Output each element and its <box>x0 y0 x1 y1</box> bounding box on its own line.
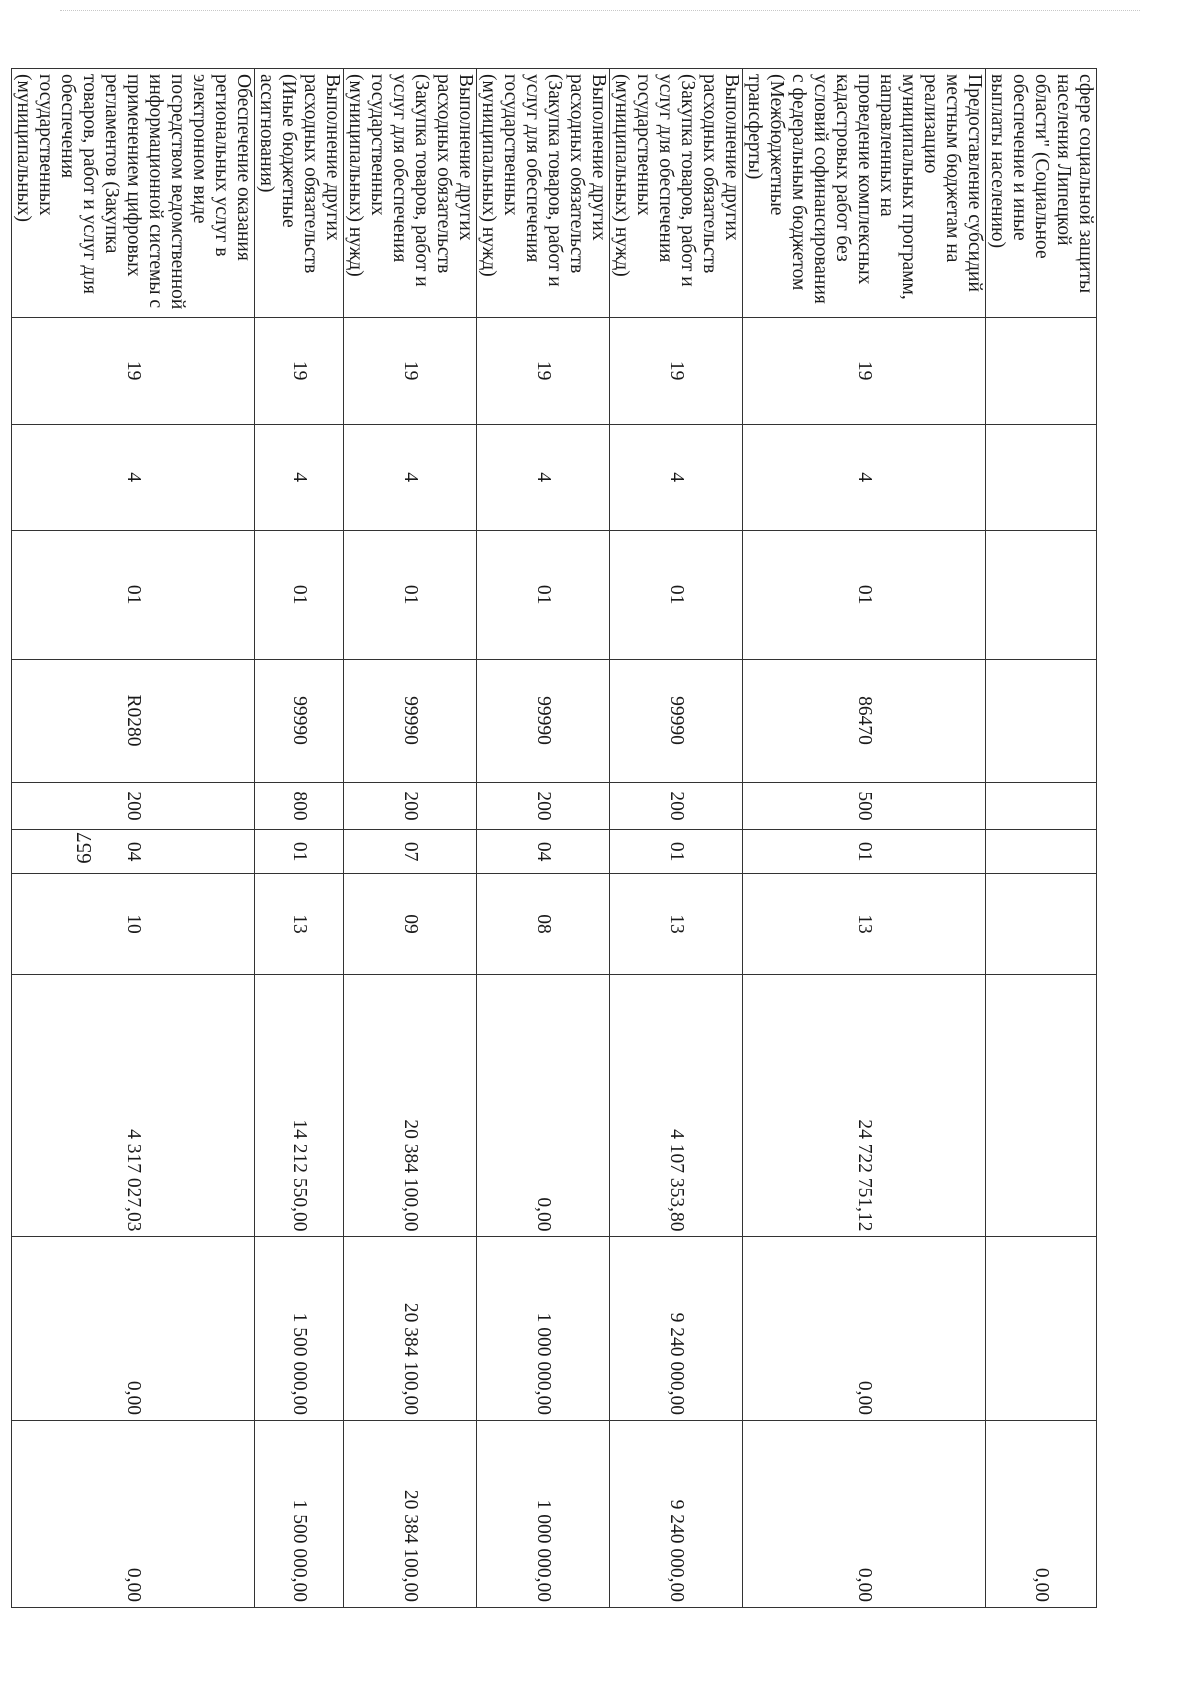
subprogram-code <box>986 530 1097 659</box>
direction-code: R0280 <box>12 659 255 782</box>
row-description: Выполнение других расходных обязательств (Закупка товаров, работ и услуг для обеспечения государственных (муниципальных) нужд) <box>477 69 610 318</box>
direction-code <box>986 659 1097 782</box>
amount-year-1: 4 317 027,03 <box>12 975 255 1237</box>
amount-year-2: 0,00 <box>743 1237 986 1421</box>
subsection-code: 08 <box>477 873 610 974</box>
direction-code: 86470 <box>743 659 986 782</box>
amount-year-2 <box>986 1237 1097 1421</box>
grbs-code: 19 <box>743 317 986 424</box>
section-code: 01 <box>255 830 344 873</box>
amount-year-3: 0,00 <box>12 1420 255 1607</box>
subprogram-code: 01 <box>255 530 344 659</box>
subsection-code: 13 <box>610 873 743 974</box>
section-code: 04 <box>477 830 610 873</box>
direction-code: 99990 <box>255 659 344 782</box>
row-description: Выполнение других расходных обязательств (Иные бюджетные ассигнования) <box>255 69 344 318</box>
grbs-code <box>986 317 1097 424</box>
section-code: 04 <box>12 830 255 873</box>
amount-year-3: 20 384 100,00 <box>344 1420 477 1607</box>
grbs-code: 19 <box>344 317 477 424</box>
expense-type-code: 200 <box>344 782 477 830</box>
amount-year-3: 0,00 <box>743 1420 986 1607</box>
expense-type-code <box>986 782 1097 830</box>
section-code: 01 <box>610 830 743 873</box>
subsection-code: 13 <box>255 873 344 974</box>
row-description: Предоставление субсидий местным бюджетам на реализацию муниципальных программ, направленных на проведение комплексных кадастровых работ без условий софинансирования с федеральным бюджетом (Межбюджетные трансферты) <box>743 69 986 318</box>
grbs-code: 19 <box>477 317 610 424</box>
amount-year-3: 0,00 <box>986 1420 1097 1607</box>
amount-year-3: 9 240 000,00 <box>610 1420 743 1607</box>
amount-year-2: 9 240 000,00 <box>610 1237 743 1421</box>
program-code: 4 <box>743 424 986 530</box>
subprogram-code: 01 <box>743 530 986 659</box>
program-code <box>986 424 1097 530</box>
row-description: Обеспечение оказания региональных услуг в электронном виде посредством ведомственной информационной системы с применением цифровых регламентов (Закупка товаров, работ и услуг для обеспечения государственных (муниципальных) <box>12 69 255 318</box>
table-row <box>610 69 743 1608</box>
expense-type-code: 200 <box>477 782 610 830</box>
subprogram-code: 01 <box>610 530 743 659</box>
grbs-code: 19 <box>255 317 344 424</box>
direction-code: 99990 <box>610 659 743 782</box>
amount-year-3: 1 000 000,00 <box>477 1420 610 1607</box>
scan-edge-line <box>60 10 1140 11</box>
table-row <box>255 69 344 1608</box>
amount-year-1: 4 107 353,80 <box>610 975 743 1237</box>
program-code: 4 <box>255 424 344 530</box>
table-body <box>12 69 1097 1608</box>
subprogram-code: 01 <box>12 530 255 659</box>
amount-year-1: 0,00 <box>477 975 610 1237</box>
program-code: 4 <box>344 424 477 530</box>
amount-year-1: 24 722 751,12 <box>743 975 986 1237</box>
grbs-code: 19 <box>12 317 255 424</box>
direction-code: 99990 <box>344 659 477 782</box>
section-code: 01 <box>743 830 986 873</box>
program-code: 4 <box>477 424 610 530</box>
row-description: Выполнение других расходных обязательств (Закупка товаров, работ и услуг для обеспечения государственных (муниципальных) нужд) <box>344 69 477 318</box>
section-code: 07 <box>344 830 477 873</box>
expense-type-code: 500 <box>743 782 986 830</box>
direction-code: 99990 <box>477 659 610 782</box>
row-description: Выполнение других расходных обязательств (Закупка товаров, работ и услуг для обеспечения государственных (муниципальных) нужд) <box>610 69 743 318</box>
table-row <box>986 69 1097 1608</box>
expense-type-code: 200 <box>12 782 255 830</box>
table-row <box>477 69 610 1608</box>
table-row <box>12 69 255 1608</box>
row-description: сфере социальной защиты населения Липецкой области" (Социальное обеспечение и иные выплаты населению) <box>986 69 1097 318</box>
expense-type-code: 200 <box>610 782 743 830</box>
subsection-code <box>986 873 1097 974</box>
table-row <box>344 69 477 1608</box>
subprogram-code: 01 <box>477 530 610 659</box>
amount-year-1: 20 384 100,00 <box>344 975 477 1237</box>
section-code <box>986 830 1097 873</box>
subsection-code: 13 <box>743 873 986 974</box>
amount-year-1: 14 212 550,00 <box>255 975 344 1237</box>
budget-table <box>11 68 1097 1608</box>
amount-year-2: 20 384 100,00 <box>344 1237 477 1421</box>
subsection-code: 09 <box>344 873 477 974</box>
amount-year-2: 1 000 000,00 <box>477 1237 610 1421</box>
grbs-code: 19 <box>610 317 743 424</box>
amount-year-2: 0,00 <box>12 1237 255 1421</box>
table-row <box>743 69 986 1608</box>
program-code: 4 <box>610 424 743 530</box>
expense-type-code: 800 <box>255 782 344 830</box>
amount-year-2: 1 500 000,00 <box>255 1237 344 1421</box>
subsection-code: 10 <box>12 873 255 974</box>
amount-year-3: 1 500 000,00 <box>255 1420 344 1607</box>
page-number: 657 <box>72 832 96 864</box>
program-code: 4 <box>12 424 255 530</box>
subprogram-code: 01 <box>344 530 477 659</box>
amount-year-1 <box>986 975 1097 1237</box>
